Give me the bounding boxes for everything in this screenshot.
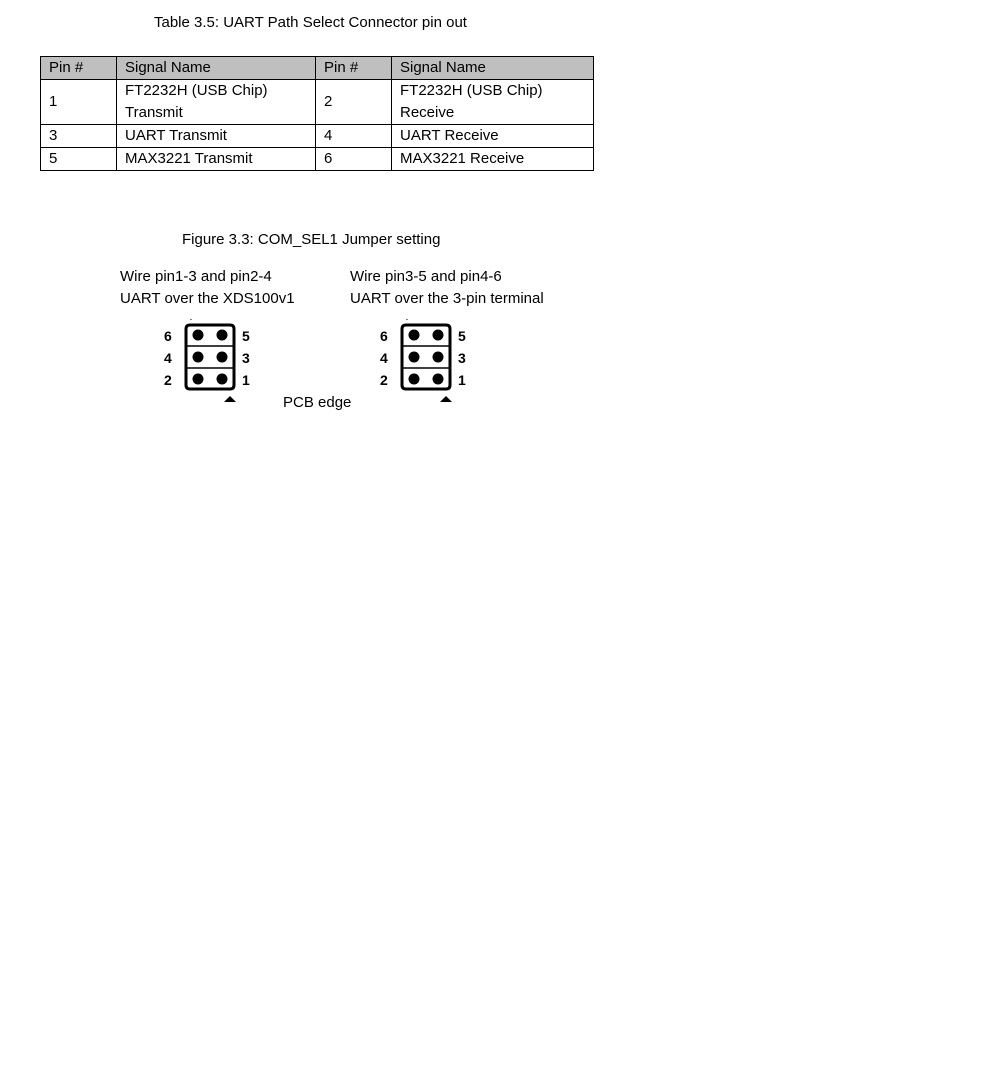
pin-6: [409, 330, 420, 341]
left-setting-description: [120, 266, 295, 310]
pin-label: 4: [164, 350, 172, 366]
cell-pin: 2: [316, 80, 392, 125]
pin1-marker-icon: [440, 396, 452, 402]
pin-label: 6: [380, 328, 388, 344]
pin-1: [433, 374, 444, 385]
cell-signal: FT2232H (USB Chip) Receive: [392, 80, 594, 125]
pin-1: [217, 374, 228, 385]
cell-pin: 5: [41, 148, 117, 171]
header-signal-2: Signal Name: [392, 57, 594, 80]
header-pin-1: Pin #: [41, 57, 117, 80]
pin-3: [433, 352, 444, 363]
table-row: [41, 80, 594, 125]
table-row: [41, 125, 594, 148]
pin-5: [433, 330, 444, 341]
pin-label: 6: [164, 328, 172, 344]
pin1-marker-icon: [224, 396, 236, 402]
right-setting-description: [350, 266, 544, 310]
cell-signal: UART Transmit: [117, 125, 316, 148]
cell-signal: FT2232H (USB Chip) Transmit: [117, 80, 316, 125]
pin-label: 4: [380, 350, 388, 366]
pin-label: 1: [242, 372, 250, 388]
pin-2: [193, 374, 204, 385]
pin-label: 2: [164, 372, 172, 388]
pin-5: [217, 330, 228, 341]
table-caption: Table 3.5: UART Path Select Connector pin out: [154, 14, 467, 31]
table-header-row: [41, 57, 594, 80]
pin-4: [409, 352, 420, 363]
pin-label: 3: [458, 350, 466, 366]
cell-pin: 1: [41, 80, 117, 125]
table-row: [41, 148, 594, 171]
cell-signal: UART Receive: [392, 125, 594, 148]
pcb-edge-label: PCB edge: [283, 394, 352, 411]
header-pin-2: Pin #: [316, 57, 392, 80]
cell-pin: 4: [316, 125, 392, 148]
pin-6: [193, 330, 204, 341]
figure-caption: Figure 3.3: COM_SEL1 Jumper setting: [182, 231, 441, 248]
cell-pin: 3: [41, 125, 117, 148]
pin-4: [193, 352, 204, 363]
pin-label: 2: [380, 372, 388, 388]
header-signal-1: Signal Name: [117, 57, 316, 80]
cell-pin: 6: [316, 148, 392, 171]
pin-label: 1: [458, 372, 466, 388]
pin-3: [217, 352, 228, 363]
left-wiring-text: Wire pin1-3 and pin2-4: [120, 268, 272, 285]
pin-label: 3: [242, 350, 250, 366]
right-wiring-text: Wire pin3-5 and pin4-6: [350, 268, 502, 285]
right-mode-text: UART over the 3-pin terminal: [350, 290, 544, 307]
pin-label: 5: [242, 328, 250, 344]
pin-label: 5: [458, 328, 466, 344]
jumper-diagram-left: [150, 318, 260, 408]
pinout-table: [40, 56, 594, 171]
jumper-diagram-right: [366, 318, 476, 408]
cell-signal: MAX3221 Receive: [392, 148, 594, 171]
cell-signal: MAX3221 Transmit: [117, 148, 316, 171]
left-mode-text: UART over the XDS100v1: [120, 290, 295, 307]
pin-2: [409, 374, 420, 385]
